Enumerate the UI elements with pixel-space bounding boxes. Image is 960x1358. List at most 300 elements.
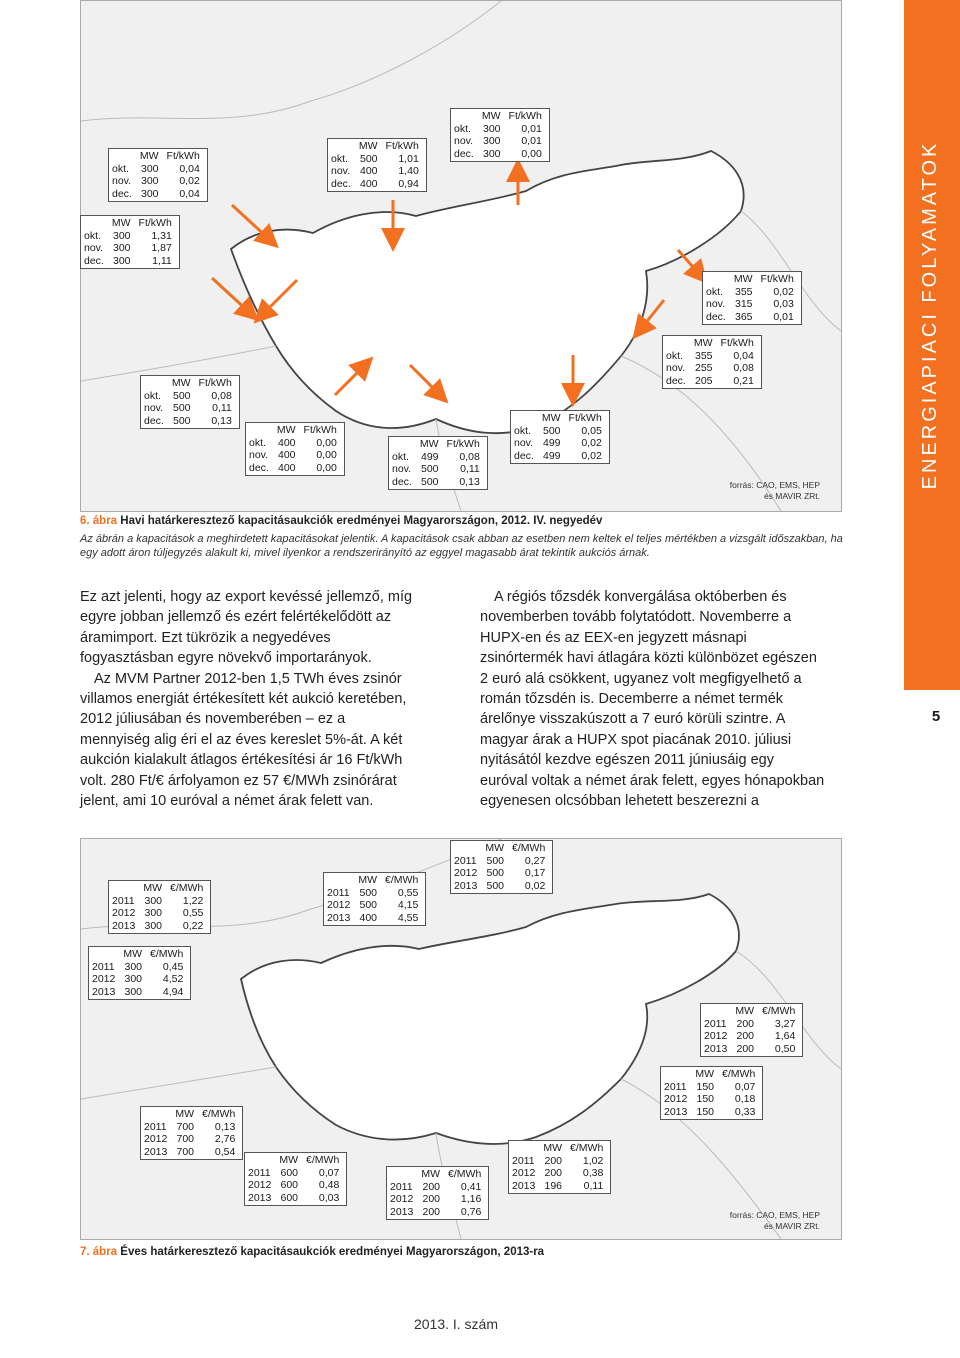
table-row [390, 1181, 485, 1194]
table-cell: 500 [173, 389, 191, 402]
table-cell: 2011 [390, 1180, 413, 1193]
table-row [666, 362, 758, 375]
table-cell: 300 [483, 122, 501, 135]
table-cell: 2012 [248, 1179, 272, 1191]
table-row [112, 907, 207, 920]
table-row [514, 437, 606, 450]
column-header: MW [695, 1068, 715, 1080]
table-cell: 315 [735, 298, 753, 310]
column-header: €/MWh [570, 1142, 604, 1154]
column-header: MW [541, 412, 561, 424]
table-cell: okt. [706, 285, 723, 298]
column-header: MW [419, 438, 439, 450]
table-cell: nov. [112, 175, 132, 187]
table-cell: 500 [360, 152, 378, 165]
column-header: MW [279, 1154, 299, 1166]
table-cell: 0,07 [734, 1080, 756, 1093]
table-cell: 200 [736, 1042, 755, 1055]
table-row [664, 1093, 759, 1106]
table-cell: 300 [124, 985, 143, 998]
table-cell: okt. [454, 122, 471, 135]
table-cell: 600 [280, 1191, 299, 1204]
table-cell: 2013 [390, 1205, 414, 1218]
column-header [664, 1068, 691, 1081]
figure6-label: 6. ábra [80, 515, 118, 527]
table-row [392, 476, 484, 489]
table-cell: 0,55 [182, 907, 204, 919]
data-table [84, 217, 176, 267]
column-header: MW [693, 337, 713, 349]
table-cell: 300 [141, 187, 159, 200]
column-header: MW [358, 140, 378, 152]
table-cell: 2012 [144, 1133, 168, 1145]
table-row [666, 375, 758, 388]
table-cell: dec. [706, 310, 726, 323]
table-cell: 499 [543, 449, 561, 462]
table-cell: 600 [280, 1179, 299, 1191]
table-cell: 1,22 [182, 894, 204, 907]
column-header: MW [175, 1108, 195, 1120]
table-cell: 1,02 [582, 1154, 604, 1167]
table-cell: 150 [696, 1105, 715, 1118]
column-header [92, 948, 119, 961]
table-cell: 0,02 [179, 175, 200, 187]
table-cell: 2012 [390, 1193, 414, 1205]
table-cell: 4,55 [397, 911, 419, 924]
column-header: MW [481, 110, 501, 122]
table-cell: okt. [112, 162, 129, 175]
table-header-row [144, 1108, 239, 1121]
table-row [144, 402, 236, 415]
table-cell: 0,00 [316, 449, 337, 461]
column-header [704, 1005, 731, 1018]
data-table [112, 150, 204, 200]
table-cell: 0,13 [211, 414, 232, 427]
column-header [112, 150, 136, 163]
data-table [392, 438, 484, 488]
table-cell: 0,11 [583, 1179, 604, 1192]
table-row [454, 148, 546, 161]
table-cell: 2012 [327, 899, 351, 911]
table-cell: 0,02 [524, 879, 546, 892]
data-table [664, 1068, 759, 1118]
column-header [84, 217, 108, 230]
table-cell: 0,00 [316, 436, 337, 449]
table-row [392, 463, 484, 476]
table-cell: 1,64 [774, 1030, 796, 1042]
table-cell: 300 [144, 894, 163, 907]
table-cell: 2012 [454, 867, 478, 879]
column-header: Ft/kWh [198, 377, 232, 389]
column-header: MW [111, 217, 131, 229]
table-row [512, 1155, 607, 1168]
table-cell: 0,02 [581, 449, 602, 462]
column-header: €/MWh [385, 874, 419, 886]
table-cell: 0,03 [318, 1191, 340, 1204]
source-line: forrás: CAO, EMS, HEP [729, 480, 820, 490]
fig6-table-4 [702, 271, 802, 325]
table-cell: okt. [144, 389, 161, 402]
fig7-table-0 [108, 880, 211, 934]
table-row [664, 1106, 759, 1119]
table-cell: dec. [454, 147, 474, 160]
table-cell: 2011 [112, 894, 135, 907]
column-header [248, 1154, 275, 1167]
table-cell: 365 [735, 310, 753, 323]
table-cell: dec. [84, 254, 104, 267]
table-header-row [248, 1154, 343, 1167]
fig7-table-8 [386, 1166, 489, 1220]
table-cell: 500 [486, 879, 505, 892]
figure7-label: 7. ábra [80, 1246, 118, 1258]
table-row [512, 1180, 607, 1193]
table-cell: 1,11 [152, 254, 172, 267]
table-cell: 2011 [327, 886, 350, 899]
table-cell: 0,08 [211, 389, 232, 402]
data-table [248, 1154, 343, 1204]
table-cell: 300 [141, 175, 159, 187]
table-cell: okt. [331, 152, 348, 165]
column-header: €/MWh [150, 948, 184, 960]
table-cell: 2011 [144, 1120, 167, 1133]
arrow-icon [410, 365, 440, 395]
column-header: MW [123, 948, 143, 960]
table-cell: 196 [544, 1179, 563, 1192]
table-header-row [92, 948, 187, 961]
table-row [112, 895, 207, 908]
column-header: Ft/kWh [166, 150, 200, 162]
table-cell: okt. [514, 424, 531, 437]
column-header: MW [421, 1168, 441, 1180]
table-row [664, 1081, 759, 1094]
border-line [81, 1067, 276, 1099]
column-header: €/MWh [762, 1005, 796, 1017]
table-row [92, 961, 187, 974]
table-cell: 2011 [664, 1080, 687, 1093]
table-cell: dec. [112, 187, 132, 200]
table-row [144, 1133, 239, 1146]
column-header: Ft/kWh [446, 438, 480, 450]
table-cell: 2013 [704, 1042, 728, 1055]
table-cell: 0,01 [521, 122, 542, 135]
table-cell: 300 [113, 254, 131, 267]
table-row [704, 1043, 799, 1056]
table-cell: 200 [422, 1205, 441, 1218]
column-header [331, 140, 355, 153]
table-row [454, 880, 549, 893]
table-header-row [112, 882, 207, 895]
table-cell: 400 [359, 911, 378, 924]
table-cell: 0,27 [524, 854, 546, 867]
table-cell: 0,48 [318, 1179, 340, 1191]
data-table [144, 377, 236, 427]
table-cell: 500 [486, 867, 505, 879]
column-header [706, 273, 730, 286]
table-row [327, 912, 422, 925]
table-header-row [454, 110, 546, 123]
table-cell: 1,31 [151, 229, 172, 242]
column-header: Ft/kWh [303, 424, 337, 436]
column-header: MW [733, 273, 753, 285]
data-table [454, 110, 546, 160]
page-footer: 2013. I. szám [413, 1316, 499, 1332]
fig7-table-2 [450, 840, 553, 894]
paragraph: Az MVM Partner 2012-ben 1,5 TWh éves zsinór villamos energiát értékesített két aukció keretében, 2012 júliusában és novemberében – ez a mennyiség alig éri el az éves kereslet 5%-át. A két aukción kialakult átlagos értékesítési ár 16 Ft/kWh volt. 280 Ft/€ árfolyamon ez 57 €/MWh zsinórárat jelent, ami 10 euróval a német árak felett van. [80, 670, 407, 810]
fig7-table-9 [508, 1140, 611, 1194]
column-header [144, 377, 168, 390]
table-row [248, 1192, 343, 1205]
table-row [706, 311, 798, 324]
arrow-icon [212, 278, 250, 313]
column-header [454, 842, 481, 855]
table-cell: nov. [144, 402, 164, 414]
table-cell: 200 [544, 1154, 563, 1167]
table-cell: 0,04 [733, 349, 754, 362]
column-header [144, 1108, 171, 1121]
column-header: €/MWh [202, 1108, 236, 1120]
table-cell: 499 [421, 450, 439, 463]
table-row [512, 1167, 607, 1180]
fig7-table-7 [244, 1152, 347, 1206]
page-number: 5 [931, 708, 941, 725]
table-cell: 0,33 [734, 1105, 756, 1118]
table-cell: 0,22 [182, 919, 204, 932]
table-row [144, 415, 236, 428]
table-cell: 2012 [704, 1030, 728, 1042]
table-header-row [112, 150, 204, 163]
table-header-row [706, 273, 798, 286]
table-cell: 0,11 [460, 463, 480, 475]
table-row [248, 1179, 343, 1192]
data-table [327, 874, 422, 924]
table-cell: 200 [422, 1180, 441, 1193]
table-cell: nov. [249, 449, 269, 461]
arrow-icon [262, 280, 297, 315]
data-table [331, 140, 423, 190]
arrow-icon [232, 205, 270, 240]
fig7-table-5 [660, 1066, 763, 1120]
table-row [112, 175, 204, 188]
table-cell: 2012 [92, 973, 116, 985]
figure6-description: Az ábrán a kapacitások a meghirdetett kapacitásokat jelentik. A kapacitások csak abban az esetben nem keltek el teljes mértékben a vizsgált időszakban, ha egy adott áron túljegyzés alakult ki, mivel ilyenkor a rendszerirányító az eggyel magasabb árat tekintik aukciós árnak. [80, 533, 843, 559]
fig7-table-4 [700, 1003, 803, 1057]
table-cell: 0,07 [318, 1166, 340, 1179]
data-table [666, 337, 758, 387]
table-cell: 500 [421, 463, 439, 475]
table-row [144, 1121, 239, 1134]
table-row [706, 298, 798, 311]
table-cell: 1,87 [151, 242, 172, 254]
table-cell: 2013 [112, 919, 136, 932]
column-header: Ft/kWh [568, 412, 602, 424]
column-header [249, 424, 273, 437]
table-row [144, 1146, 239, 1159]
table-cell: 500 [359, 899, 378, 911]
table-cell: 0,17 [524, 867, 546, 879]
column-header: €/MWh [306, 1154, 340, 1166]
table-cell: 150 [696, 1080, 715, 1093]
table-cell: 700 [176, 1133, 195, 1145]
table-header-row [144, 377, 236, 390]
figure6-source [700, 480, 820, 502]
fig7-table-1 [323, 872, 426, 926]
table-cell: 2013 [512, 1179, 536, 1192]
table-cell: 2011 [512, 1154, 535, 1167]
table-cell: 400 [360, 165, 378, 177]
figure7-caption-title [80, 1246, 860, 1258]
table-cell: 0,00 [521, 147, 542, 160]
table-row [327, 887, 422, 900]
fig6-table-3 [80, 215, 180, 269]
table-row [84, 230, 176, 243]
table-row [327, 899, 422, 912]
data-table [249, 424, 341, 474]
data-table [454, 842, 549, 892]
table-cell: 0,03 [773, 298, 794, 310]
table-row [392, 451, 484, 464]
table-header-row [392, 438, 484, 451]
table-cell: 0,41 [460, 1180, 482, 1193]
column-header: MW [485, 842, 505, 854]
data-table [112, 882, 207, 932]
table-cell: 2013 [327, 911, 351, 924]
table-cell: 2013 [144, 1145, 168, 1158]
table-cell: 400 [278, 461, 296, 474]
column-header: Ft/kWh [508, 110, 542, 122]
table-cell: 355 [695, 349, 713, 362]
column-header: MW [143, 882, 163, 894]
data-table [390, 1168, 485, 1218]
fig6-table-7 [510, 410, 610, 464]
column-header [514, 412, 538, 425]
table-cell: dec. [331, 177, 351, 190]
fig6-table-2 [450, 108, 550, 162]
table-row [112, 920, 207, 933]
column-header: MW [543, 1142, 563, 1154]
table-cell: 2013 [454, 879, 478, 892]
table-row [706, 286, 798, 299]
column-header: MW [276, 424, 296, 436]
table-cell: 300 [124, 960, 143, 973]
table-header-row [390, 1168, 485, 1181]
column-header: Ft/kWh [760, 273, 794, 285]
column-header [666, 337, 690, 350]
column-header: €/MWh [722, 1068, 756, 1080]
table-row [514, 425, 606, 438]
table-cell: 700 [176, 1120, 195, 1133]
table-cell: 2013 [248, 1191, 272, 1204]
column-header [392, 438, 416, 451]
table-cell: dec. [249, 461, 269, 474]
source-line: forrás: CAO, EMS, HEP [729, 1210, 820, 1220]
column-header: Ft/kWh [138, 217, 172, 229]
table-cell: 0,21 [733, 374, 754, 387]
table-cell: 600 [280, 1166, 299, 1179]
figure6-title: Havi határkeresztező kapacitásaukciók eredményei Magyarországon, 2012. IV. negyedév [120, 515, 603, 527]
table-row [249, 449, 341, 462]
table-row [454, 855, 549, 868]
data-table [706, 273, 798, 323]
table-cell: 2013 [92, 985, 116, 998]
table-row [704, 1030, 799, 1043]
table-header-row [331, 140, 423, 153]
table-header-row [327, 874, 422, 887]
column-header: Ft/kWh [720, 337, 754, 349]
table-row [454, 867, 549, 880]
table-header-row [666, 337, 758, 350]
source-line: és MAVIR ZRt. [763, 1221, 820, 1231]
table-cell: 300 [113, 229, 131, 242]
table-row [112, 163, 204, 176]
table-cell: 0,18 [734, 1093, 756, 1105]
table-row [249, 462, 341, 475]
table-cell: 1,40 [398, 165, 419, 177]
column-header [327, 874, 354, 887]
table-row [454, 135, 546, 148]
data-table [514, 412, 606, 462]
table-cell: okt. [249, 436, 266, 449]
paragraph: Ez azt jelenti, hogy az export kevéssé jellemző, míg egyre jobban jellemző és ezért felértékelődött az áramimport. Ezt tükrözik a negyedéves fogyasztásban egyre növekvő importarányok. [80, 589, 413, 667]
figure7-title: Éves határkeresztező kapacitásaukciók eredményei Magyarországon, 2013-ra [120, 1246, 545, 1258]
table-row [112, 188, 204, 201]
table-row [331, 178, 423, 191]
figure6-caption-title [80, 515, 860, 527]
figure7-source [700, 1210, 820, 1232]
fig6-table-1 [327, 138, 427, 192]
table-cell: 2011 [92, 960, 115, 973]
table-row [144, 390, 236, 403]
table-cell: 300 [483, 135, 501, 147]
data-table [144, 1108, 239, 1158]
table-cell: 0,11 [212, 402, 232, 414]
table-row [84, 242, 176, 255]
column-header [454, 110, 478, 123]
table-cell: 4,52 [162, 973, 184, 985]
table-cell: 0,76 [460, 1205, 482, 1218]
fig6-table-0 [108, 148, 208, 202]
table-cell: 300 [144, 907, 163, 919]
table-cell: 2011 [704, 1017, 727, 1030]
table-cell: 205 [695, 374, 713, 387]
table-cell: 0,13 [459, 475, 480, 488]
column-header: MW [358, 874, 378, 886]
table-cell: 2,76 [214, 1133, 236, 1145]
table-cell: 0,04 [179, 187, 200, 200]
table-cell: 4,15 [397, 899, 419, 911]
table-cell: 0,01 [521, 135, 542, 147]
table-row [331, 165, 423, 178]
table-cell: 0,45 [162, 960, 184, 973]
table-cell: 2013 [664, 1105, 688, 1118]
table-row [390, 1193, 485, 1206]
column-header: MW [171, 377, 191, 389]
table-cell: 0,02 [581, 437, 602, 449]
table-cell: 3,27 [774, 1017, 796, 1030]
table-cell: 255 [695, 362, 713, 374]
table-cell: 200 [544, 1167, 563, 1179]
table-cell: 300 [144, 919, 163, 932]
table-cell: 400 [278, 449, 296, 461]
table-cell: nov. [392, 463, 412, 475]
table-row [704, 1018, 799, 1031]
table-cell: nov. [331, 165, 351, 177]
table-cell: 4,94 [162, 985, 184, 998]
column-header [390, 1168, 417, 1181]
column-header: €/MWh [170, 882, 204, 894]
table-cell: 0,00 [316, 461, 337, 474]
arrow-icon [335, 365, 365, 395]
table-cell: 2012 [112, 907, 136, 919]
